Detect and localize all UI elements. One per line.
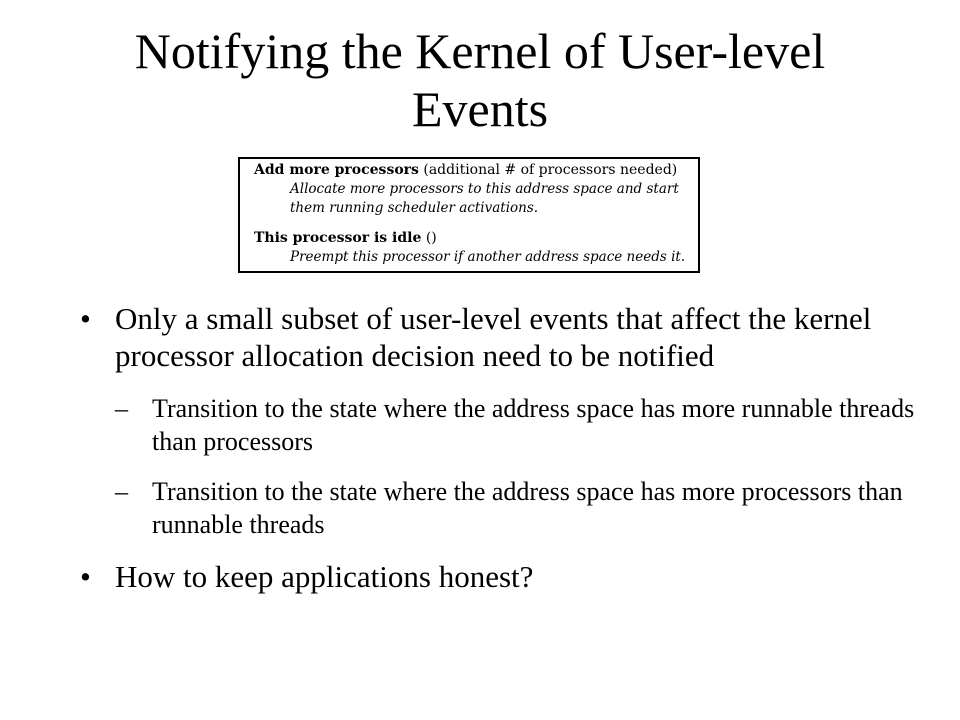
figure-entry-description bbox=[254, 248, 692, 267]
sub-bullet-marker: – bbox=[115, 394, 128, 423]
sub-bullet-item bbox=[115, 475, 930, 541]
sub-bullet-item bbox=[115, 392, 930, 458]
sub-bullet-text: Transition to the state where the address space has more runnable threads than processors bbox=[152, 394, 915, 456]
bullet-marker: • bbox=[80, 301, 91, 336]
figure-entry-description bbox=[254, 180, 692, 218]
bullet-marker: • bbox=[80, 559, 91, 594]
figure-entry-processor-idle bbox=[254, 229, 692, 267]
figure-entry-args: (additional # of processors needed) bbox=[418, 162, 678, 178]
figure-box bbox=[238, 157, 700, 273]
bullet-item bbox=[80, 558, 930, 595]
sub-bullet-list bbox=[115, 392, 930, 541]
figure-entry-signature bbox=[254, 229, 692, 248]
figure-entry-description-line: Preempt this processor if another address space needs it. bbox=[290, 249, 686, 265]
bullet-text: Only a small subset of user-level events that affect the kernel processor allocation decision need to be notified bbox=[115, 301, 872, 373]
figure-entry-args: () bbox=[421, 230, 437, 246]
sub-bullet-marker: – bbox=[115, 477, 128, 506]
bullet-item bbox=[80, 300, 930, 541]
figure-entry-signature bbox=[254, 161, 692, 180]
figure-entry-add-processors bbox=[254, 161, 692, 218]
bullet-list bbox=[80, 300, 930, 595]
figure-entry-description-line: them running scheduler activations. bbox=[290, 200, 539, 216]
figure-entry-name: This processor is idle bbox=[254, 230, 422, 246]
figure-entry-name: Add more processors bbox=[254, 162, 419, 178]
sub-bullet-text: Transition to the state where the address space has more processors than runnable threads bbox=[152, 477, 903, 539]
slide-title-line-2: Events bbox=[411, 81, 549, 137]
slide-title-line-1: Notifying the Kernel of User-level bbox=[134, 23, 826, 79]
figure-entry-description-line: Allocate more processors to this address space and start bbox=[290, 181, 679, 197]
bullet-text: How to keep applications honest? bbox=[115, 559, 534, 594]
slide-title bbox=[40, 22, 920, 138]
